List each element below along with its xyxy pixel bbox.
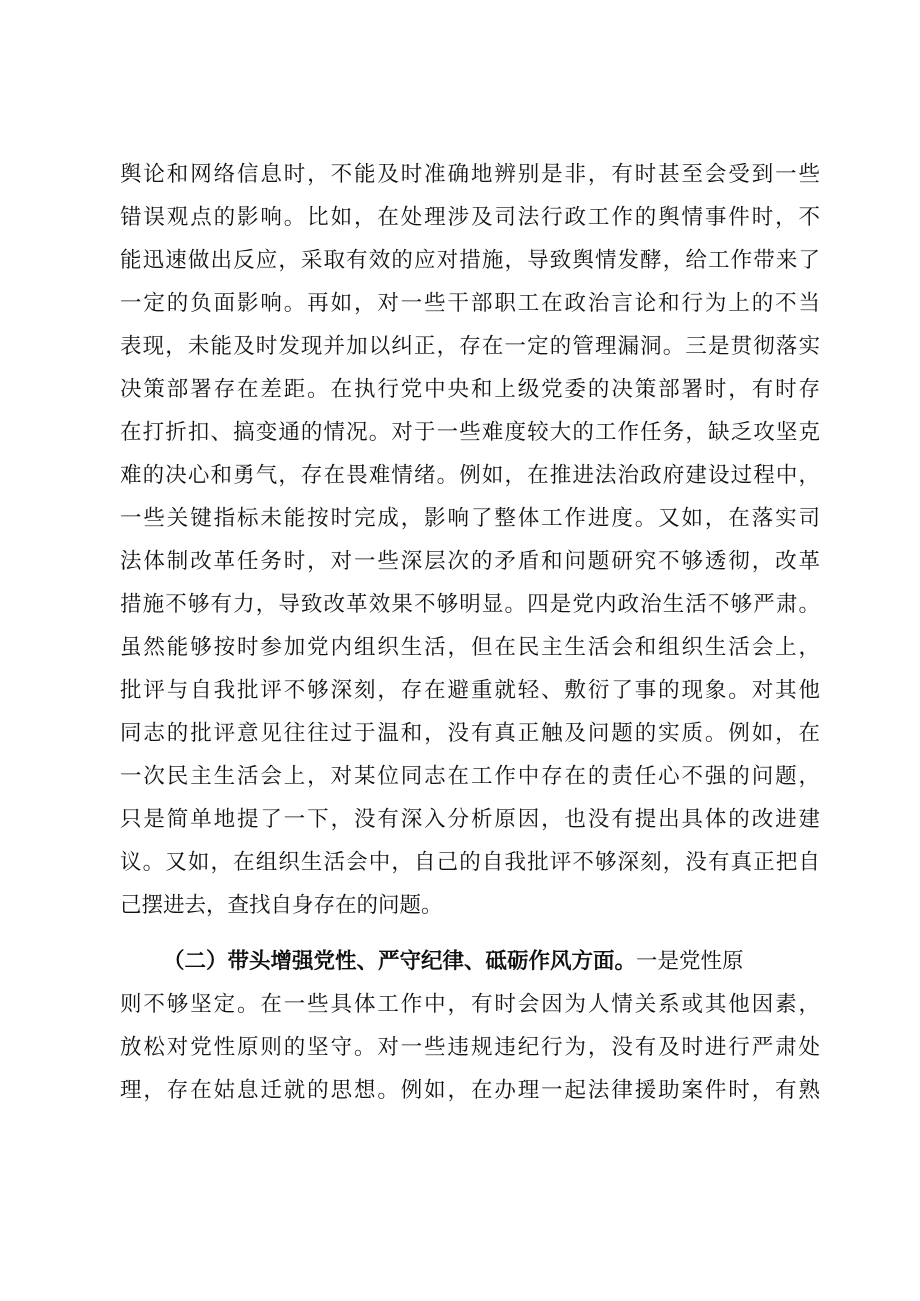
text-line: 议。又如，在组织生活会中，自己的自我批评不够深刻，没有真正把自 <box>120 850 820 875</box>
text-line: 能迅速做出反应，采取有效的应对措施，导致舆情发酵，给工作带来了 <box>120 248 820 273</box>
text-line: 一定的负面影响。再如，对一些干部职工在政治言论和行为上的不当 <box>120 291 820 316</box>
section-2-heading: （二）带头增强党性、严守纪律、砥砺作风方面。 <box>163 949 637 974</box>
text-line: 只是简单地提了一下，没有深入分析原因，也没有提出具体的改进建 <box>120 807 820 832</box>
section-2-lead-text: 一是党性原 <box>636 949 744 974</box>
text-line: 舆论和网络信息时，不能及时准确地辨别是非，有时甚至会受到一些 <box>120 162 820 187</box>
section-2-first-line <box>120 945 820 979</box>
text-line: 难的决心和勇气，存在畏难情绪。例如，在推进法治政府建设过程中， <box>120 463 820 488</box>
text-line: 措施不够有力，导致改革效果不够明显。四是党内政治生活不够严肃。 <box>120 592 820 617</box>
text-line: 错误观点的影响。比如，在处理涉及司法行政工作的舆情事件时，不 <box>120 205 820 230</box>
text-line: 放松对党性原则的坚守。对一些违规违纪行为，没有及时进行严肃处 <box>120 1035 820 1060</box>
text-line: 则不够坚定。在一些具体工作中，有时会因为人情关系或其他因素， <box>120 992 820 1017</box>
text-line: 同志的批评意见往往过于温和，没有真正触及问题的实质。例如，在 <box>120 721 820 746</box>
text-line: 批评与自我批评不够深刻，存在避重就轻、敷衍了事的现象。对其他 <box>120 678 820 703</box>
text-line: 虽然能够按时参加党内组织生活，但在民主生活会和组织生活会上， <box>120 635 820 660</box>
text-line: 在打折扣、搞变通的情况。对于一些难度较大的工作任务，缺乏攻坚克 <box>120 420 820 445</box>
text-line: 表现，未能及时发现并加以纠正，存在一定的管理漏洞。三是贯彻落实 <box>120 334 820 359</box>
text-line: 一次民主生活会上，对某位同志在工作中存在的责任心不强的问题， <box>120 764 820 789</box>
text-line: 理，存在姑息迁就的思想。例如，在办理一起法律援助案件时，有熟 <box>120 1078 820 1103</box>
text-line: 己摆进去，查找自身存在的问题。 <box>120 893 443 918</box>
text-line: 决策部署存在差距。在执行党中央和上级党委的决策部署时，有时存 <box>120 377 820 402</box>
text-line: 法体制改革任务时，对一些深层次的矛盾和问题研究不够透彻，改革 <box>120 549 820 574</box>
text-line: 一些关键指标未能按时完成，影响了整体工作进度。又如，在落实司 <box>120 506 820 531</box>
